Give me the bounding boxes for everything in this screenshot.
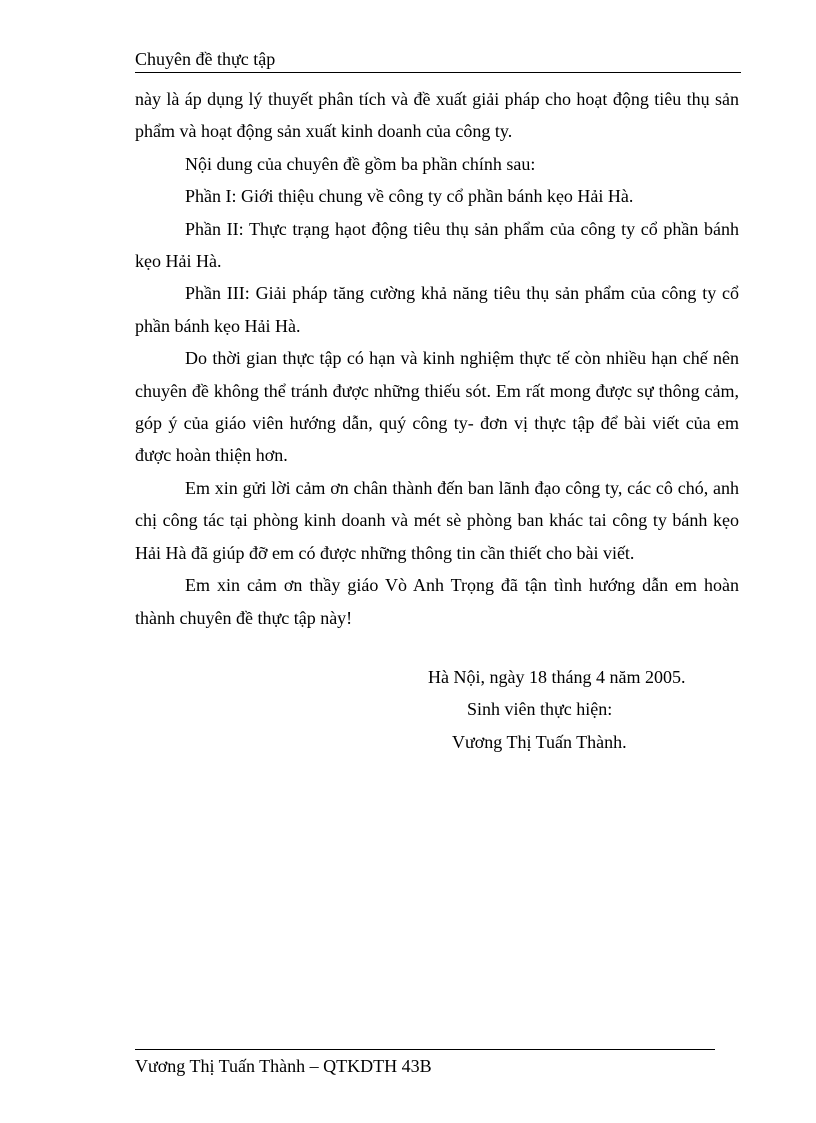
- paragraph-thanks-advisor: Em xin cảm ơn thầy giáo Vò Anh Trọng đã tận tình hướng dẫn em hoàn thành chuyên đề thực tập này!: [135, 575, 739, 628]
- footer-divider: [135, 1049, 715, 1050]
- paragraph-part-1: Phần I: Giới thiệu chung về công ty cổ phần bánh kẹo Hải Hà.: [185, 186, 634, 207]
- footer-author: Vương Thị Tuấn Thành – QTKDTH 43B: [135, 1056, 432, 1076]
- paragraph-intro-continued: này là áp dụng lý thuyết phân tích và đề xuất giải pháp cho hoạt động tiêu thụ sản phẩm và hoạt động sản xuất kinh doanh của công ty.: [135, 89, 739, 142]
- signature-date: Hà Nội, ngày 18 tháng 4 năm 2005.: [428, 667, 686, 687]
- paragraph-thanks-company: Em xin gửi lời cảm ơn chân thành đến ban lãnh đạo công ty, các cô chó, anh chị công tác tại phòng kinh doanh và mét sè phòng ban khác tai công ty bánh kẹo Hải Hà đã giúp đỡ em có được những thông tin cần thiết cho bài viết.: [135, 477, 739, 563]
- document-body: [135, 83, 739, 634]
- paragraph-contents-overview: Nội dung của chuyên đề gồm ba phần chính sau:: [185, 153, 536, 174]
- paragraph-part-3: Phần III: Giải pháp tăng cường khả năng tiêu thụ sản phẩm của công ty cổ phần bánh kẹo Hải Hà.: [135, 283, 739, 336]
- page-header: [135, 48, 741, 73]
- page-footer: [135, 1055, 432, 1077]
- signature-name: Vương Thị Tuấn Thành.: [452, 732, 627, 752]
- header-title: Chuyên đề thực tập: [135, 49, 276, 69]
- paragraph-limitations: Do thời gian thực tập có hạn và kinh nghiệm thực tế còn nhiều hạn chế nên chuyên đề không thể tránh được những thiếu sót. Em rất mong được sự thông cảm, góp ý của giáo viên hướng dẫn, quý công ty- đơn vị thực tập để bài viết của em được hoàn thiện hơn.: [135, 348, 739, 466]
- paragraph-part-2: Phần II: Thực trạng hạot động tiêu thụ sản phẩm của công ty cổ phần bánh kẹo Hải Hà.: [135, 218, 739, 272]
- signature-role: Sinh viên thực hiện:: [467, 699, 613, 719]
